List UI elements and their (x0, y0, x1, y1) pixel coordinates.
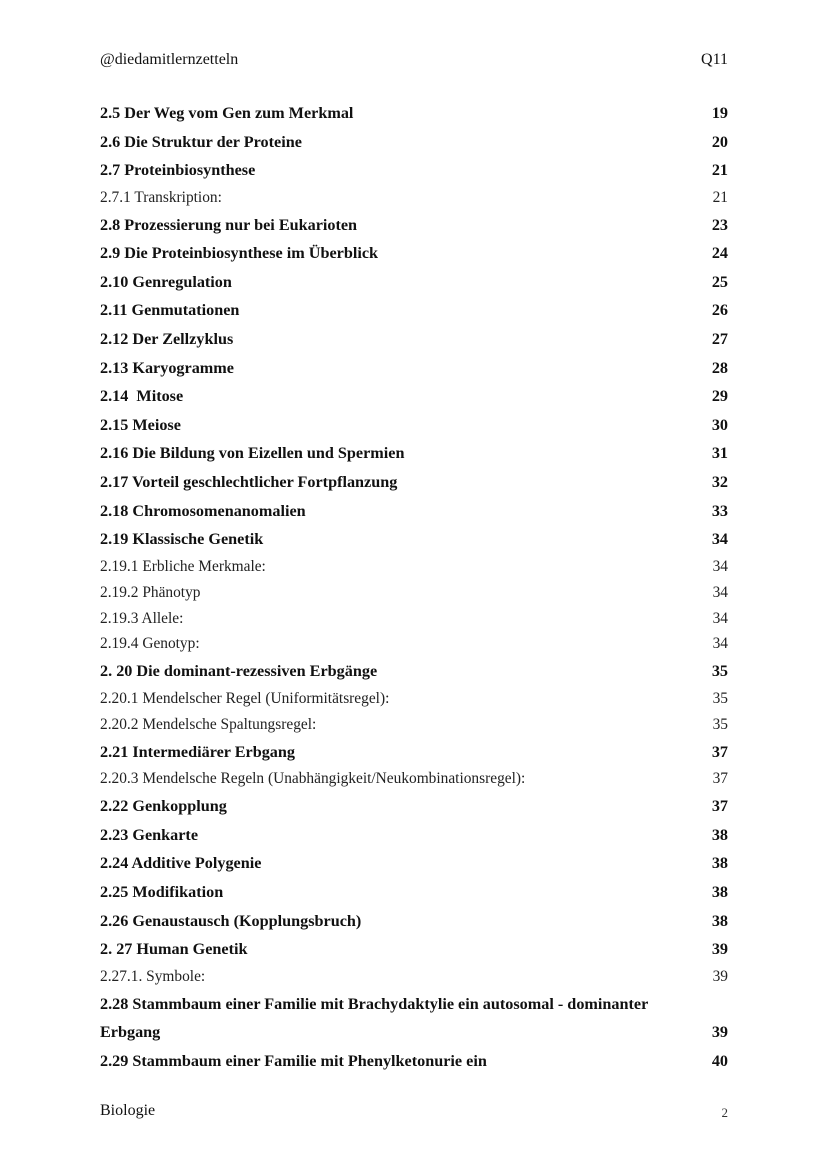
toc-entry[interactable] (100, 239, 728, 268)
toc-entry-page: 29 (711, 387, 728, 406)
toc-entry[interactable] (100, 325, 728, 354)
toc-subentry[interactable] (100, 606, 728, 632)
toc-subentry[interactable] (100, 766, 728, 792)
toc-entry-page: 39 (711, 940, 728, 959)
toc-entry-page: 34 (712, 635, 728, 653)
toc-entry-page: 35 (711, 662, 728, 681)
toc-entry-title: 2.8 Prozessierung nur bei Eukarioten (100, 215, 358, 234)
toc-entry[interactable] (100, 468, 728, 497)
toc-entry-title: 2.19.4 Genotyp: (100, 635, 200, 653)
toc-entry-title: 2.20.3 Mendelsche Regeln (Unabhängigkeit/Neukombinationsregel): (100, 770, 526, 788)
toc-entry-title: 2.5 Der Weg vom Gen zum Merkmal (100, 104, 354, 122)
toc-entry-page: 23 (711, 215, 728, 234)
toc-entry[interactable] (100, 268, 728, 297)
toc-entry-page: 35 (712, 689, 728, 707)
toc-entry-title: 2.27.1. Symbole: (100, 967, 206, 985)
toc-entry-page: 34 (712, 609, 728, 627)
toc-entry-title: 2.18 Chromosomenanomalien (100, 501, 306, 520)
toc-entry-title: 2.28 Stammbaum einer Familie mit Brachydaktylie ein autosomal - dominanter Erbgang (100, 994, 648, 1042)
toc-entry-title: 2.19.3 Allele: (100, 609, 184, 627)
toc-entry-page: 20 (711, 132, 728, 151)
toc-entry-title: 2.6 Die Struktur der Proteine (100, 132, 302, 151)
header-account-handle: @diedamitlernzetteln (100, 51, 239, 68)
toc-subentry[interactable] (100, 964, 728, 990)
toc-entry-title: 2.19.1 Erbliche Merkmale: (100, 557, 266, 575)
toc-entry-title: 2.17 Vorteil geschlechtlicher Fortpflanzung (100, 473, 398, 492)
toc-entry[interactable] (100, 99, 728, 128)
toc-entry-title: 2.13 Karyogramme (100, 358, 234, 377)
toc-entry-title: 2.7 Proteinbiosynthese (100, 161, 256, 180)
toc-entry-page: 37 (712, 770, 728, 788)
toc-entry-page: 21 (712, 188, 728, 206)
toc-entry-page: 35 (712, 715, 728, 733)
toc-entry-page: 32 (711, 473, 728, 492)
toc-entry[interactable] (100, 211, 728, 240)
toc-entry-page: 25 (711, 272, 728, 291)
toc-entry-title: 2.25 Modifikation (100, 883, 224, 901)
toc-entry[interactable] (100, 935, 728, 964)
toc-entry-title: 2. 27 Human Genetik (100, 940, 248, 959)
toc-entry-page: 40 (711, 1051, 728, 1070)
toc-entry[interactable] (100, 792, 728, 821)
toc-entry-title: 2.11 Genmutationen (100, 301, 240, 320)
toc-entry-page: 34 (712, 557, 728, 575)
toc-entry-title: 2.23 Genkarte (100, 825, 199, 844)
table-of-contents (100, 99, 728, 1075)
toc-entry-page: 19 (711, 104, 728, 122)
toc-entry[interactable] (100, 657, 728, 686)
toc-entry[interactable] (100, 156, 728, 185)
toc-entry[interactable] (100, 128, 728, 157)
toc-entry[interactable] (100, 296, 728, 325)
toc-entry-title: 2.12 Der Zellzyklus (100, 330, 234, 349)
toc-entry-title: 2.20.2 Mendelsche Spaltungsregel: (100, 715, 317, 733)
toc-entry-page: 38 (711, 883, 728, 901)
toc-entry-page: 24 (711, 244, 728, 263)
toc-entry[interactable] (100, 497, 728, 526)
toc-entry-page: 34 (712, 583, 728, 601)
toc-entry[interactable] (100, 525, 728, 554)
toc-entry-title: 2.29 Stammbaum einer Familie mit Phenylketonurie ein (100, 1051, 487, 1070)
toc-entry[interactable] (100, 439, 728, 468)
toc-subentry[interactable] (100, 185, 728, 211)
toc-entry-page: 34 (711, 530, 728, 549)
footer-subject: Biologie (100, 1102, 156, 1119)
toc-entry-page: 21 (711, 161, 728, 180)
toc-entry-title: 2.15 Meiose (100, 415, 181, 434)
toc-entry-page: 38 (711, 825, 728, 844)
toc-entry-title: 2.24 Additive Polygenie (100, 854, 262, 873)
footer-page-number: 2 (721, 1105, 728, 1120)
toc-entry-title: 2.20.1 Mendelscher Regel (Uniformitätsregel): (100, 689, 390, 707)
toc-subentry[interactable] (100, 554, 728, 580)
toc-entry-title: 2.14 Mitose (100, 387, 184, 406)
toc-entry-title: 2.9 Die Proteinbiosynthese im Überblick (100, 244, 379, 263)
toc-entry-title: 2.16 Die Bildung von Eizellen und Spermien (100, 444, 405, 463)
toc-entry-page: 31 (711, 444, 728, 463)
toc-entry[interactable] (100, 411, 728, 440)
toc-entry-page: 39 (711, 1023, 728, 1042)
toc-entry-page: 26 (711, 301, 728, 320)
toc-entry-page: 30 (711, 415, 728, 434)
header-class-label: Q11 (701, 51, 728, 68)
toc-entry-page: 39 (712, 967, 728, 985)
toc-entry[interactable] (100, 738, 728, 767)
toc-entry-page: 37 (711, 742, 728, 761)
toc-entry-title: 2.22 Genkopplung (100, 797, 227, 816)
toc-entry-title: 2.26 Genaustausch (Kopplungsbruch) (100, 911, 362, 930)
toc-entry[interactable] (100, 878, 728, 907)
toc-entry-page: 38 (711, 911, 728, 930)
toc-entry[interactable] (100, 821, 728, 850)
toc-entry-title: 2.19 Klassische Genetik (100, 530, 264, 549)
toc-entry[interactable] (100, 354, 728, 383)
toc-entry-title: 2.19.2 Phänotyp (100, 583, 201, 601)
toc-entry-title: 2.10 Genregulation (100, 272, 232, 291)
toc-entry[interactable] (100, 382, 728, 411)
toc-subentry[interactable] (100, 580, 728, 606)
toc-entry-page: 27 (711, 330, 728, 349)
toc-entry-page: 37 (711, 797, 728, 816)
toc-entry-title: 2.7.1 Transkription: (100, 188, 222, 206)
toc-entry-title: 2. 20 Die dominant-rezessiven Erbgänge (100, 662, 378, 681)
toc-entry-page: 33 (711, 501, 728, 520)
toc-subentry[interactable] (100, 712, 728, 738)
toc-entry[interactable] (100, 849, 728, 878)
toc-entry[interactable] (100, 990, 728, 1047)
toc-entry-title: 2.21 Intermediärer Erbgang (100, 742, 295, 761)
toc-subentry[interactable] (100, 686, 728, 712)
toc-entry[interactable] (100, 1047, 728, 1076)
toc-subentry[interactable] (100, 631, 728, 657)
toc-entry[interactable] (100, 907, 728, 936)
toc-entry-page: 38 (711, 854, 728, 873)
toc-entry-page: 28 (711, 358, 728, 377)
